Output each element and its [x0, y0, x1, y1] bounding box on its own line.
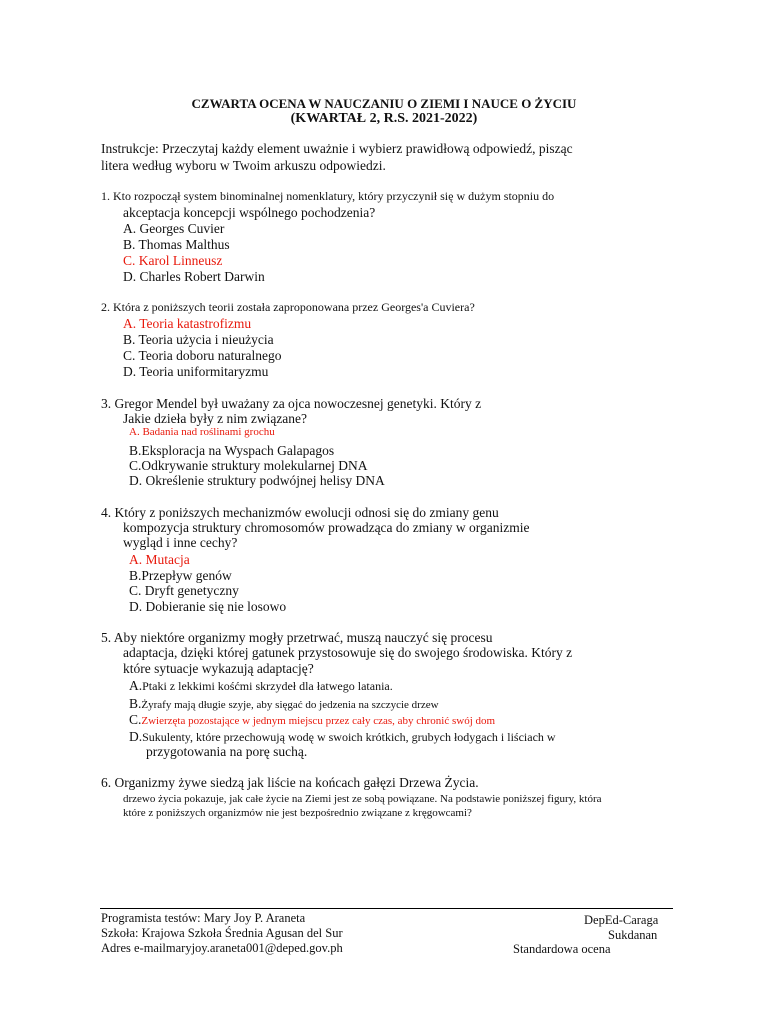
q1-stem: 1. Kto rozpoczął system binominalnej nomenklatury, który przyczynił się w dużym stopniu do: [101, 189, 555, 203]
q4-stem-cont-2: wygląd i inne cechy?: [123, 535, 238, 550]
document-title: CZWARTA OCENA W NAUCZANIU O ZIEMI I NAUCE O ŻYCIU: [191, 96, 577, 111]
footer-test-writer: Programista testów: Mary Joy P. Araneta: [101, 911, 306, 925]
q1-option-c-answer: C. Karol Linneusz: [123, 253, 223, 268]
q5-option-c-text-answer: Zwierzęta pozostające w jednym miejscu przez cały czas, aby chronić swój dom: [141, 715, 496, 727]
q4-stem-cont-1: kompozycja struktury chromosomów prowadząca do zmiany w organizmie: [123, 520, 530, 535]
q5-option-d: [129, 729, 556, 745]
q5-option-a: [129, 678, 393, 694]
q5-option-a-text: Ptaki z lekkimi kośćmi skrzydeł dla łatwego latania.: [142, 679, 393, 693]
q1-stem-cont: akceptacja koncepcji wspólnego pochodzenia?: [123, 205, 376, 220]
q6-stem-cont-2: które z poniższych organizmów nie jest bezpośrednio związane z kręgowcami?: [123, 807, 472, 819]
q4-option-b: B.Przepływ genów: [129, 568, 232, 583]
footer-divider: [100, 908, 673, 909]
q3-stem-cont: Jakie dzieła były z nim związane?: [123, 411, 308, 426]
footer-assessment-type: Standardowa ocena: [513, 942, 611, 956]
q3-option-c: C.Odkrywanie struktury molekularnej DNA: [129, 458, 368, 473]
q5-stem-cont-2: które sytuacje wykazują adaptację?: [123, 661, 314, 676]
q5-option-b-letter: B.: [129, 696, 142, 711]
q6-stem: 6. Organizmy żywe siedzą jak liście na końcach gałęzi Drzewa Życia.: [101, 775, 479, 790]
q3-option-b: B.Eksploracja na Wyspach Galapagos: [129, 443, 335, 458]
footer-school: Szkoła: Krajowa Szkoła Średnia Agusan del Sur: [101, 926, 343, 940]
q2-option-d: D. Teoria uniformitaryzmu: [123, 364, 269, 379]
q5-stem: 5. Aby niektóre organizmy mogły przetrwać, muszą nauczyć się procesu: [101, 630, 493, 645]
q4-option-c: C. Dryft genetyczny: [129, 583, 239, 598]
q5-option-c: [129, 712, 495, 728]
footer-email: Adres e-mailmaryjoy.araneta001@deped.gov.ph: [101, 941, 343, 955]
q1-option-a: A. Georges Cuvier: [123, 221, 225, 236]
q3-option-d: D. Określenie struktury podwójnej helisy DNA: [129, 473, 385, 488]
q5-option-b-text: Żyrafy mają długie szyje, aby sięgać do jedzenia na szczycie drzew: [141, 699, 439, 711]
q2-stem: 2. Która z poniższych teorii została zaproponowana przez Georges'a Cuviera?: [101, 300, 475, 314]
q4-stem: 4. Który z poniższych mechanizmów ewolucji odnosi się do zmiany genu: [101, 505, 499, 520]
q5-option-d-text: Sukulenty, które przechowują wodę w swoich krótkich, grubych łodygach i liściach w: [142, 730, 556, 744]
q2-option-a-answer: A. Teoria katastrofizmu: [123, 316, 252, 331]
q5-stem-cont-1: adaptacja, dzięki której gatunek przystosowuje się do swojego środowiska. Który z: [123, 645, 573, 660]
document-subtitle: (KWARTAŁ 2, R.S. 2021-2022): [290, 111, 478, 126]
q1-option-d: D. Charles Robert Darwin: [123, 269, 265, 284]
q5-option-b: [129, 696, 439, 712]
q5-option-d-text-cont: przygotowania na porę suchą.: [146, 744, 308, 759]
q1-option-b: B. Thomas Malthus: [123, 237, 230, 252]
q3-stem: 3. Gregor Mendel był uważany za ojca nowoczesnej genetyki. Który z: [101, 396, 482, 411]
q3-option-a-answer: A. Badania nad roślinami grochu: [129, 426, 275, 438]
q2-option-b: B. Teoria użycia i nieużycia: [123, 332, 274, 347]
q2-option-c: C. Teoria doboru naturalnego: [123, 348, 282, 363]
q5-option-a-letter: A.: [129, 678, 143, 693]
q4-option-d: D. Dobieranie się nie losowo: [129, 599, 287, 614]
q6-stem-cont-1: drzewo życia pokazuje, jak całe życie na Ziemi jest ze sobą powiązane. Na podstawie poniższej figury, która: [123, 793, 602, 805]
q4-option-a-answer: A. Mutacja: [129, 552, 190, 567]
footer-division: Sukdanan: [608, 928, 658, 942]
q5-option-c-letter: C.: [129, 712, 142, 727]
q5-option-d-letter: D.: [129, 729, 143, 744]
instructions-line-1: Instrukcje: Przeczytaj każdy element uważnie i wybierz prawidłową odpowiedź, pisząc: [101, 141, 573, 156]
footer-organization: DepEd-Caraga: [584, 913, 659, 927]
instructions-line-2: litera według wyboru w Twoim arkuszu odpowiedzi.: [101, 158, 386, 173]
